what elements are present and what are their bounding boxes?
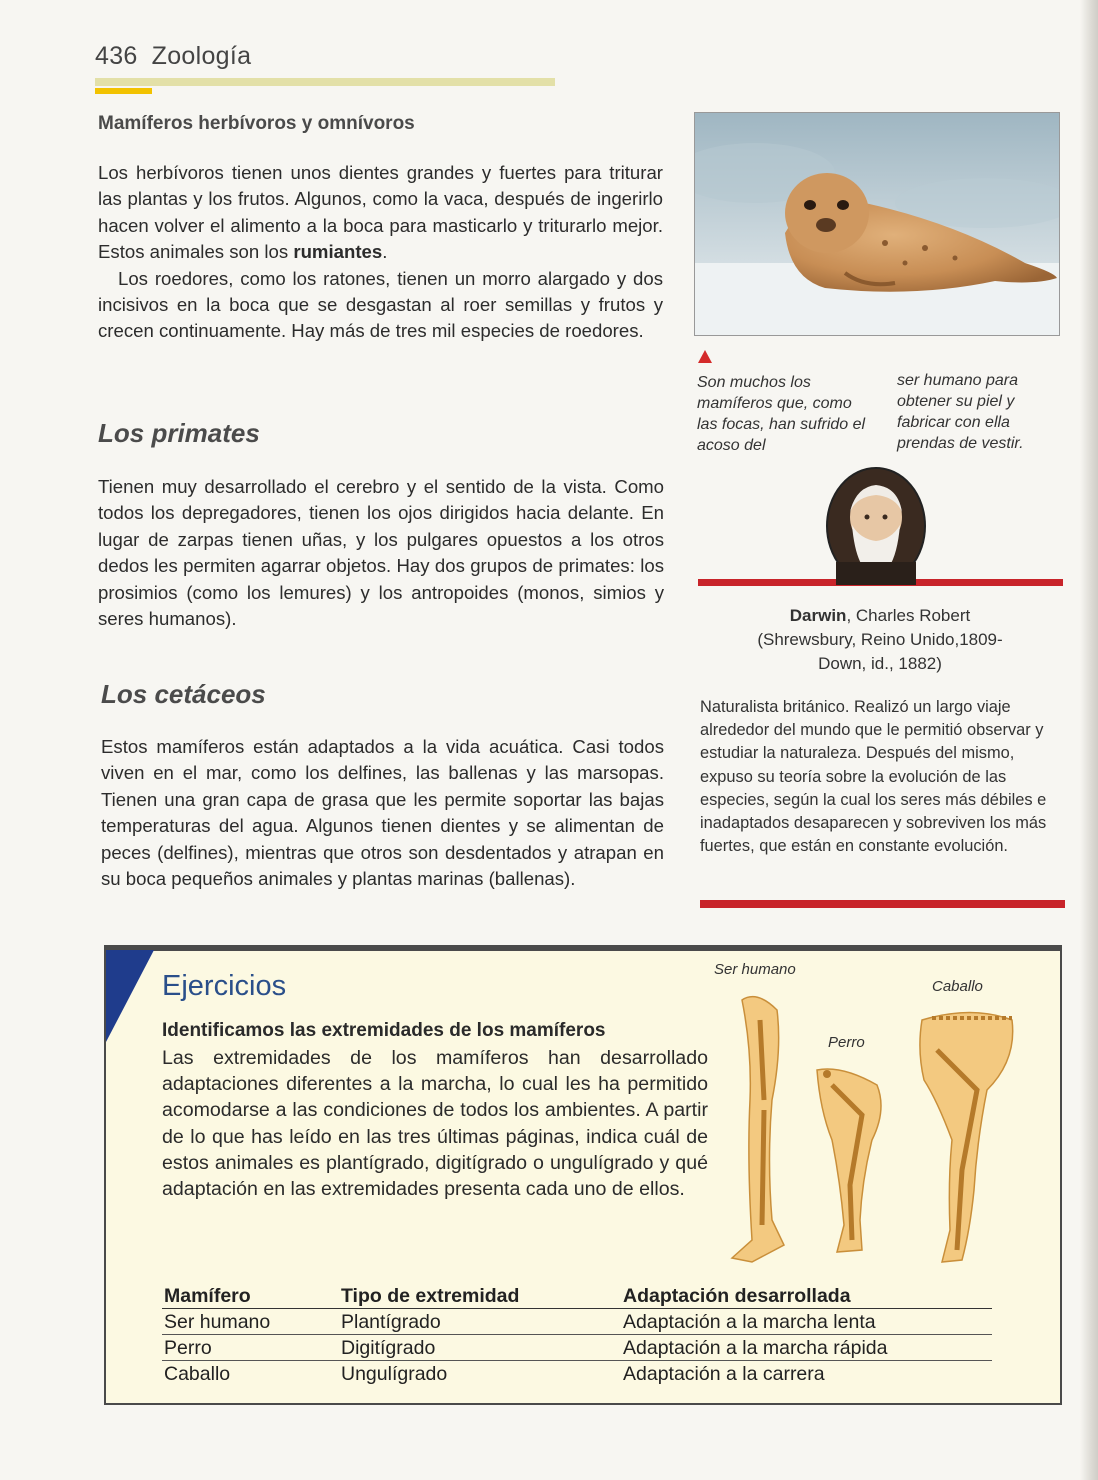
header-accent xyxy=(95,88,152,94)
term-rumiantes: rumiantes xyxy=(293,241,383,263)
page-number: 436 xyxy=(95,42,138,70)
table-cell: Adaptación a la marcha rápida xyxy=(621,1335,992,1361)
label-horse: Caballo xyxy=(932,978,983,995)
page-edge xyxy=(1080,0,1098,1480)
herbivoros-heading: Mamíferos herbívoros y omnívoros xyxy=(98,113,415,134)
exercise-text: Las extremidades de los mamíferos han desarrollado adaptaciones diferentes a la marcha, lo cual les ha permitido acomodarse a las condiciones de todos los ambientes. A partir de lo que has leído en las tres últimas páginas, indica cuál de estos animales es plantígrado, digitígrado o ungulígrado y qué adaptación en las extremidades presenta cada uno de ellos. xyxy=(162,1047,708,1201)
seal-photo xyxy=(694,112,1060,336)
text-run: Los herbívoros tienen unos dientes grandes y fuertes para triturar las plantas y los frutos. Algunos, como la vaca, después de ingerirlo hacen volver el alimento a la boca para masticarlo y triturarlo mejor. Estos animales son los xyxy=(98,162,663,263)
primates-text: Tienen muy desarrollado el cerebro y el sentido de la vista. Como todos los depregadores, tienen los ojos dirigidos hacia delante. En lugar de zarpas tienen uñas, y los pulgares opuestos a los otros dedos les permiten agarrar objetos. Hay dos grupos de primates: los prosimios (como los lemures) y los antropoides (monos, simios y seres humanos). xyxy=(98,476,664,630)
exercise-table xyxy=(162,1282,992,1386)
table-cell: Perro xyxy=(162,1335,339,1361)
exercise-corner-accent xyxy=(106,950,154,1042)
table-cell: Adaptación a la marcha lenta xyxy=(621,1309,992,1335)
exercise-title: Ejercicios xyxy=(162,970,287,1002)
table-cell: Plantígrado xyxy=(339,1309,621,1335)
human-leg-skeleton xyxy=(732,997,784,1262)
text-run: . xyxy=(382,241,388,263)
horse-leg-skeleton xyxy=(920,1013,1013,1263)
table-cell: Digitígrado xyxy=(339,1335,621,1361)
table-cell: Caballo xyxy=(164,1362,231,1385)
table-cell: Adaptación a la carrera xyxy=(623,1362,825,1385)
darwin-bottom-bar xyxy=(700,900,1065,908)
darwin-name xyxy=(700,604,1060,676)
header-rule xyxy=(95,78,555,86)
herbivoros-text xyxy=(98,160,663,345)
dog-leg-skeleton xyxy=(817,1069,881,1252)
caption-pointer-icon xyxy=(698,350,712,363)
darwin-portrait xyxy=(826,467,926,585)
table-row xyxy=(162,1309,992,1335)
table-cell: Ser humano xyxy=(162,1309,339,1335)
darwin-given-names: , Charles Robert xyxy=(846,606,971,625)
table-row xyxy=(162,1361,992,1387)
page-section: Zoología xyxy=(151,42,252,70)
darwin-name-line xyxy=(700,604,1060,628)
table-cell: Ungulígrado xyxy=(341,1362,448,1385)
photo-caption-left: Son muchos los mamíferos que, como las focas, han sufrido el acoso del xyxy=(697,374,866,454)
label-dog: Perro xyxy=(828,1034,865,1051)
cetaceos-title: Los cetáceos xyxy=(101,679,266,709)
header-adaptacion: Adaptación desarrollada xyxy=(621,1282,992,1309)
darwin-death: Down, id., 1882) xyxy=(818,654,942,673)
primates-title: Los primates xyxy=(98,418,260,448)
darwin-bio: Naturalista británico. Realizó un largo viaje alrededor del mundo que le permitió observar y estudiar la naturaleza. Después del mismo, expuso su teoría sobre la evolución de las especies, según la cual los seres más débiles e inadaptados desaparecen y sobreviven los más fuertes, que están en constante evolución. xyxy=(700,698,1047,856)
darwin-surname: Darwin xyxy=(789,606,847,625)
header-mamifero: Mamífero xyxy=(162,1282,339,1309)
herbivoros-paragraph-1 xyxy=(98,160,663,266)
herbivoros-paragraph-2: Los roedores, como los ratones, tienen un morro alargado y dos incisivos en la boca que se desgastan al roer semillas y frutos y crecen continuamente. Hay más de tres mil especies de roedores. xyxy=(98,267,663,342)
table-header-row xyxy=(162,1282,992,1309)
limb-skeletons-illustration xyxy=(712,990,1032,1270)
table-row xyxy=(162,1335,992,1361)
cetaceos-text: Estos mamíferos están adaptados a la vida acuática. Casi todos viven en el mar, como los delfines, las ballenas y las marsopas. Tienen una gran capa de grasa que les permite soportar las bajas temperaturas del agua. Algunos tienen dientes y se alimentan de peces (delfines), mientras que otros son desdentados y atrapan en su boca pequeños animales y plantas marinas (ballenas). xyxy=(101,736,664,890)
header-tipo: Tipo de extremidad xyxy=(339,1282,621,1309)
photo-caption-right: ser humano para obtener su piel y fabricar con ella prendas de vestir. xyxy=(897,372,1024,452)
page-header xyxy=(95,42,251,71)
darwin-birth: (Shrewsbury, Reino Unido,1809- xyxy=(757,630,1003,649)
exercise-subtitle: Identificamos las extremidades de los mamíferos xyxy=(162,1020,606,1041)
label-human: Ser humano xyxy=(714,961,796,978)
